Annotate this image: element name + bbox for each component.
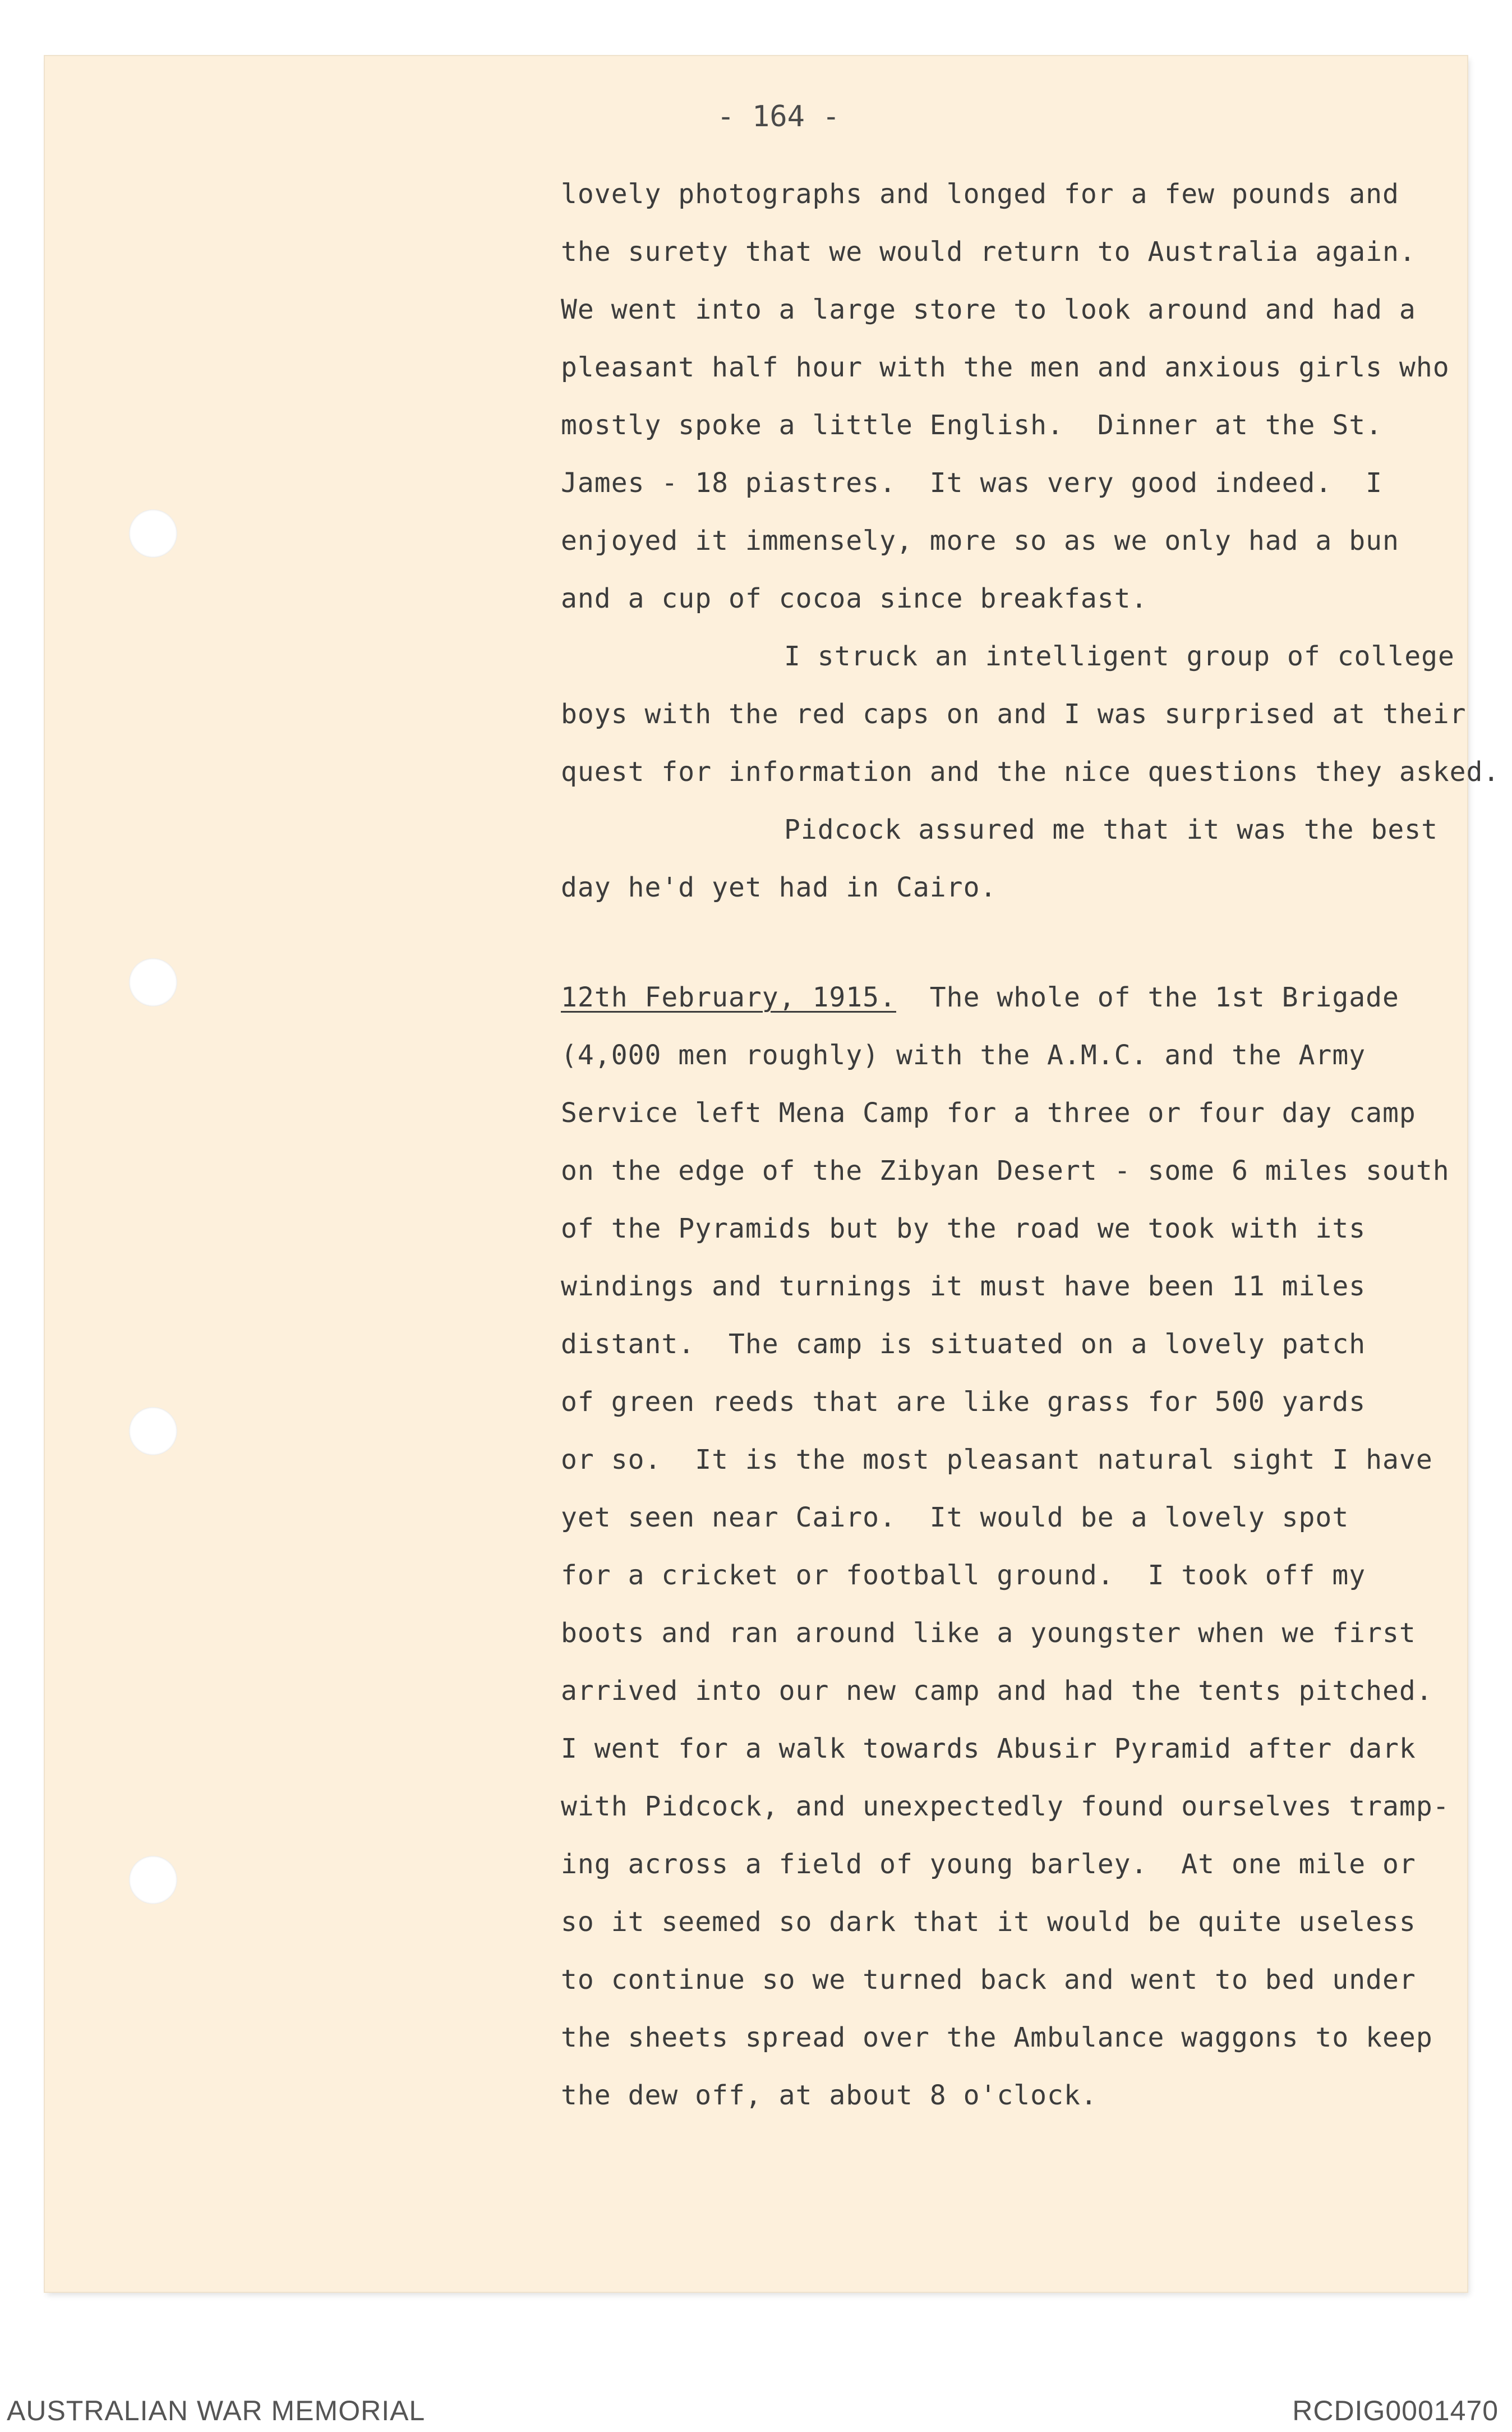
text-line: to continue so we turned back and went to bed under [561, 1964, 1416, 1996]
entry-date: 12th February, 1915. [561, 982, 896, 1013]
text-line: with Pidcock, and unexpectedly found ourselves tramp- [561, 1791, 1450, 1822]
text-line: lovely photographs and longed for a few pounds and [561, 178, 1399, 210]
text-line: Pidcock assured me that it was the best [784, 814, 1439, 845]
text-line: so it seemed so dark that it would be quite useless [561, 1906, 1416, 1938]
text-line: Service left Mena Camp for a three or four day camp [561, 1097, 1416, 1129]
text-line-rest: The whole of the 1st Brigade [896, 982, 1399, 1013]
page-number: - 164 - [717, 100, 840, 134]
text-line: mostly spoke a little English. Dinner at the St. [561, 410, 1383, 441]
text-line: We went into a large store to look around and had a [561, 294, 1416, 325]
text-line: ing across a field of young barley. At one mile or [561, 1849, 1416, 1880]
dated-entry-first-line [561, 982, 1399, 1013]
text-line: on the edge of the Zibyan Desert - some 6 miles south [561, 1155, 1450, 1187]
text-line: windings and turnings it must have been 11 miles [561, 1271, 1366, 1302]
text-line: I struck an intelligent group of college [784, 641, 1455, 672]
text-line: James - 18 piastres. It was very good indeed. I [561, 467, 1383, 499]
institution-label: AUSTRALIAN WAR MEMORIAL [7, 2395, 426, 2426]
punch-hole [129, 509, 177, 558]
text-line: of the Pyramids but by the road we took with its [561, 1213, 1366, 1244]
text-line: I went for a walk towards Abusir Pyramid after dark [561, 1733, 1416, 1764]
text-line: the surety that we would return to Australia again. [561, 236, 1416, 268]
text-line: (4,000 men roughly) with the A.M.C. and the Army [561, 1040, 1366, 1071]
text-line: for a cricket or football ground. I took off my [561, 1560, 1366, 1591]
text-line: boots and ran around like a youngster when we first [561, 1617, 1416, 1649]
text-line: distant. The camp is situated on a lovely patch [561, 1328, 1366, 1360]
punch-hole [129, 1856, 177, 1904]
text-line: the sheets spread over the Ambulance waggons to keep [561, 2022, 1433, 2053]
text-line: enjoyed it immensely, more so as we only had a bun [561, 525, 1399, 557]
text-line: pleasant half hour with the men and anxious girls who [561, 352, 1450, 383]
text-line: yet seen near Cairo. It would be a lovely spot [561, 1502, 1349, 1533]
text-line: or so. It is the most pleasant natural sight I have [561, 1444, 1433, 1475]
text-line: arrived into our new camp and had the tents pitched. [561, 1675, 1433, 1707]
text-line: boys with the red caps on and I was surprised at their [561, 698, 1467, 730]
text-line: and a cup of cocoa since breakfast. [561, 583, 1148, 614]
text-line: quest for information and the nice questions they asked. [561, 756, 1500, 788]
text-line: the dew off, at about 8 o'clock. [561, 2080, 1098, 2111]
text-line: of green reeds that are like grass for 500 yards [561, 1386, 1366, 1418]
punch-hole [129, 1407, 177, 1455]
punch-hole [129, 958, 177, 1006]
document-page [45, 56, 1500, 2292]
text-line: day he'd yet had in Cairo. [561, 872, 997, 903]
record-id-label: RCDIG0001470 [1292, 2395, 1499, 2426]
